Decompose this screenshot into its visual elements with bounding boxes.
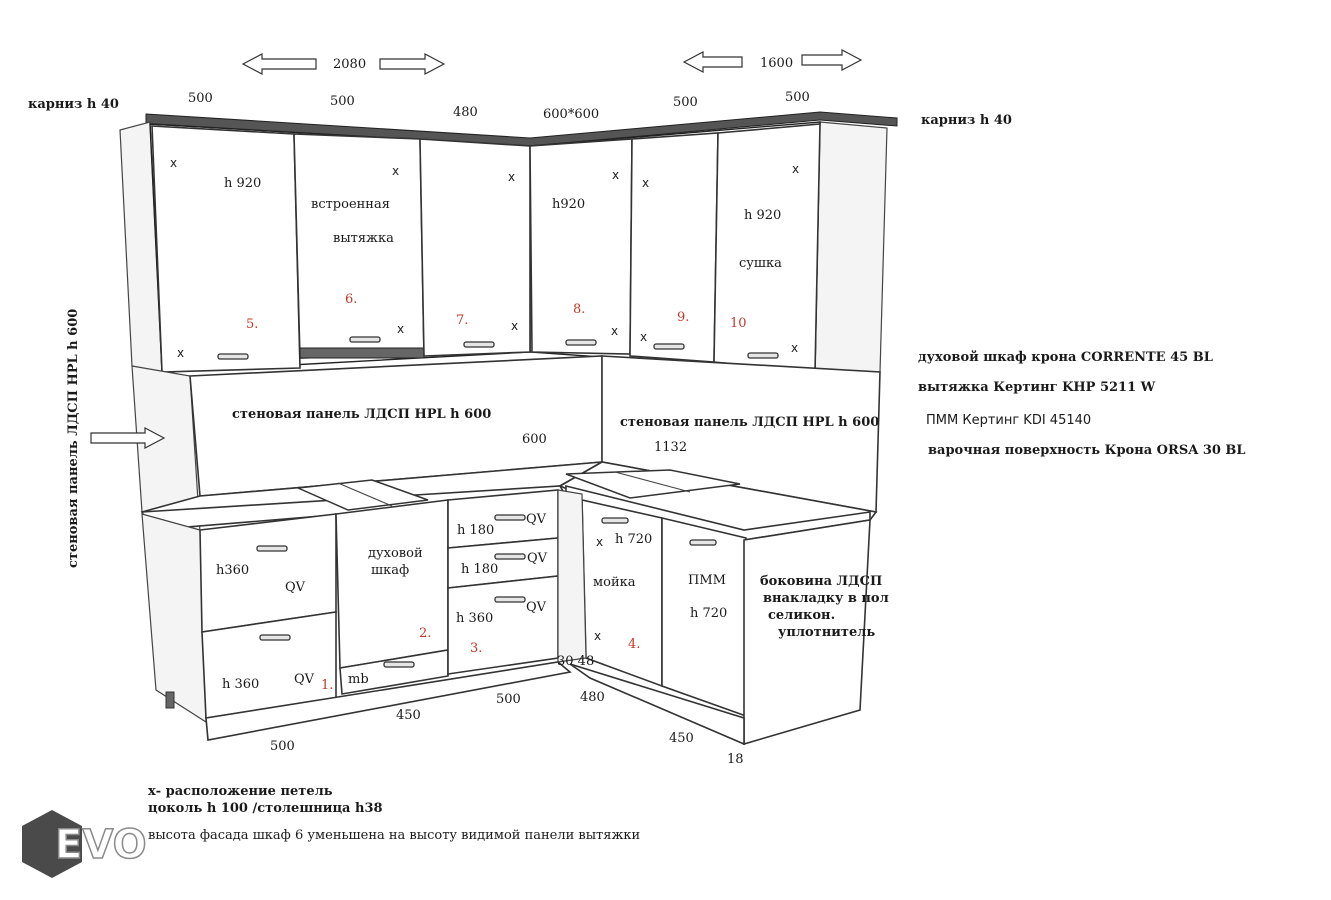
handle-3b xyxy=(495,554,525,559)
hinge-mark: x xyxy=(511,319,519,333)
side-note-1: боковина ЛДСП xyxy=(760,574,883,589)
lower-3b-qv: QV xyxy=(527,551,548,566)
lower-2-label-1: духовой xyxy=(368,546,423,561)
hinge-mark: x xyxy=(508,170,516,184)
upper-5-height: h 920 xyxy=(224,176,262,191)
side-panel-label: стеновая панель ЛДСП HPL h 600 xyxy=(66,308,81,568)
upper-8-height: h920 xyxy=(552,197,586,212)
dim-lower-4: 480 xyxy=(580,690,605,705)
hinge-mark: x xyxy=(397,322,405,336)
side-note-3: селикон. xyxy=(768,608,836,623)
handle-3a xyxy=(495,515,525,520)
dim-upper-5: 500 xyxy=(673,95,698,110)
lower-pmm-height: h 720 xyxy=(690,606,728,621)
upper-6-number: 6. xyxy=(345,292,358,307)
note-plinth: цоколь h 100 /столешница h38 xyxy=(148,801,383,816)
corner-dims: 30 48 xyxy=(557,654,595,669)
handle-1-bottom xyxy=(260,635,290,640)
dim-upper-6: 500 xyxy=(785,90,810,105)
hinge-mark: x xyxy=(594,629,602,643)
upper-10-height: h 920 xyxy=(744,208,782,223)
dim-upper-3: 480 xyxy=(453,105,478,120)
lower-mb-label: mb xyxy=(348,672,369,687)
appliance-hood: вытяжка Кертинг KHP 5211 W xyxy=(918,380,1156,395)
upper-6-label-2: вытяжка xyxy=(333,231,394,246)
hinge-mark: x xyxy=(642,176,650,190)
upper-9-number: 9. xyxy=(677,310,690,325)
upper-8-number: 8. xyxy=(573,302,586,317)
hinge-mark: x xyxy=(177,346,185,360)
wall-panel-left-label: стеновая панель ЛДСП HPL h 600 xyxy=(232,407,492,422)
hinge-mark: x xyxy=(392,164,400,178)
lower-4-height: h 720 xyxy=(615,532,653,547)
hinge-mark: x xyxy=(611,324,619,338)
lower-3-number: 3. xyxy=(470,641,483,656)
lower-3c-qv: QV xyxy=(526,600,547,615)
dim-lower-2: 450 xyxy=(396,708,421,723)
appliance-dishwasher: ПММ Кертинг KDI 45140 xyxy=(926,413,1092,428)
appliance-hob: варочная поверхность Крона ORSA 30 BL xyxy=(928,443,1246,458)
lower-1-number: 1. xyxy=(321,678,334,693)
lower-2-label-2: шкаф xyxy=(371,563,410,578)
dim-total-left: 2080 xyxy=(333,57,367,72)
left-arrow-icon xyxy=(243,54,316,74)
lower-3a-qv: QV xyxy=(526,512,547,527)
lower-left-side-panel xyxy=(142,514,206,722)
upper-front-6 xyxy=(294,134,424,358)
upper-7-number: 7. xyxy=(456,313,469,328)
handle-7 xyxy=(464,342,494,347)
dim-upper-1: 500 xyxy=(188,91,213,106)
hinge-mark: x xyxy=(612,168,620,182)
upper-10-number: 10 xyxy=(730,316,747,331)
dim-lower-6: 18 xyxy=(727,752,744,767)
handle-mb xyxy=(384,662,414,667)
handle-1-top xyxy=(257,546,287,551)
handle-8 xyxy=(566,340,596,345)
lower-front-2 xyxy=(336,500,448,668)
handle-pmm xyxy=(690,540,716,545)
upper-front-9 xyxy=(630,133,718,362)
left-arrow-icon xyxy=(684,52,742,72)
upper-5-number: 5. xyxy=(246,317,259,332)
appliance-oven: духовой шкаф крона CORRENTE 45 BL xyxy=(918,350,1213,365)
dim-lower-1: 500 xyxy=(270,739,295,754)
hinge-mark: x xyxy=(170,156,178,170)
lower-1-top-height: h360 xyxy=(216,563,250,578)
logo-text: EVO xyxy=(55,822,147,868)
upper-front-10 xyxy=(714,124,820,372)
side-note-4: уплотнитель xyxy=(778,625,876,640)
side-note-2: внакладку в пол xyxy=(763,591,889,606)
handle-3c xyxy=(495,597,525,602)
dim-total-right: 1600 xyxy=(760,56,794,71)
lower-pmm-label: ПММ xyxy=(688,573,726,588)
lower-4-number: 4. xyxy=(628,637,641,652)
lower-1-bottom-qv: QV xyxy=(294,672,315,687)
upper-10-label: сушка xyxy=(739,256,782,271)
handle-6 xyxy=(350,337,380,342)
wall-panel-right-label: стеновая панель ЛДСП HPL h 600 xyxy=(620,415,880,430)
lower-3b-height: h 180 xyxy=(461,562,499,577)
cornice-right-label: карниз h 40 xyxy=(921,113,1012,128)
dim-upper-4: 600*600 xyxy=(543,107,600,122)
hinge-mark: x xyxy=(640,330,648,344)
lower-corner-gap xyxy=(558,490,586,662)
right-arrow-icon xyxy=(380,54,444,74)
leg xyxy=(166,692,174,708)
lower-1-bottom-height: h 360 xyxy=(222,677,260,692)
cornice-left-label: карниз h 40 xyxy=(28,97,119,112)
lower-2-number: 2. xyxy=(419,626,432,641)
hinge-mark: x xyxy=(792,162,800,176)
lower-4-label: мойка xyxy=(593,575,636,590)
dim-upper-2: 500 xyxy=(330,94,355,109)
dim-lower-5: 450 xyxy=(669,731,694,746)
wall-panel-right-width: 1132 xyxy=(654,440,688,455)
wall-panel-left-width: 600 xyxy=(522,432,547,447)
right-arrow-icon xyxy=(802,50,861,70)
hinge-mark: x xyxy=(791,341,799,355)
handle-9 xyxy=(654,344,684,349)
hood-panel xyxy=(300,348,424,358)
dim-lower-3: 500 xyxy=(496,692,521,707)
handle-4 xyxy=(602,518,628,523)
hinge-mark: x xyxy=(596,535,604,549)
handle-10 xyxy=(748,353,778,358)
upper-6-label-1: встроенная xyxy=(311,197,390,212)
note-hood-facade: высота фасада шкаф 6 уменьшена на высоту видимой панели вытяжки xyxy=(148,828,641,843)
lower-1-top-qv: QV xyxy=(285,580,306,595)
lower-3a-height: h 180 xyxy=(457,523,495,538)
handle-5 xyxy=(218,354,248,359)
upper-right-side-panel xyxy=(815,122,887,374)
lower-3c-height: h 360 xyxy=(456,611,494,626)
note-hinges: х- расположение петель xyxy=(148,784,333,799)
